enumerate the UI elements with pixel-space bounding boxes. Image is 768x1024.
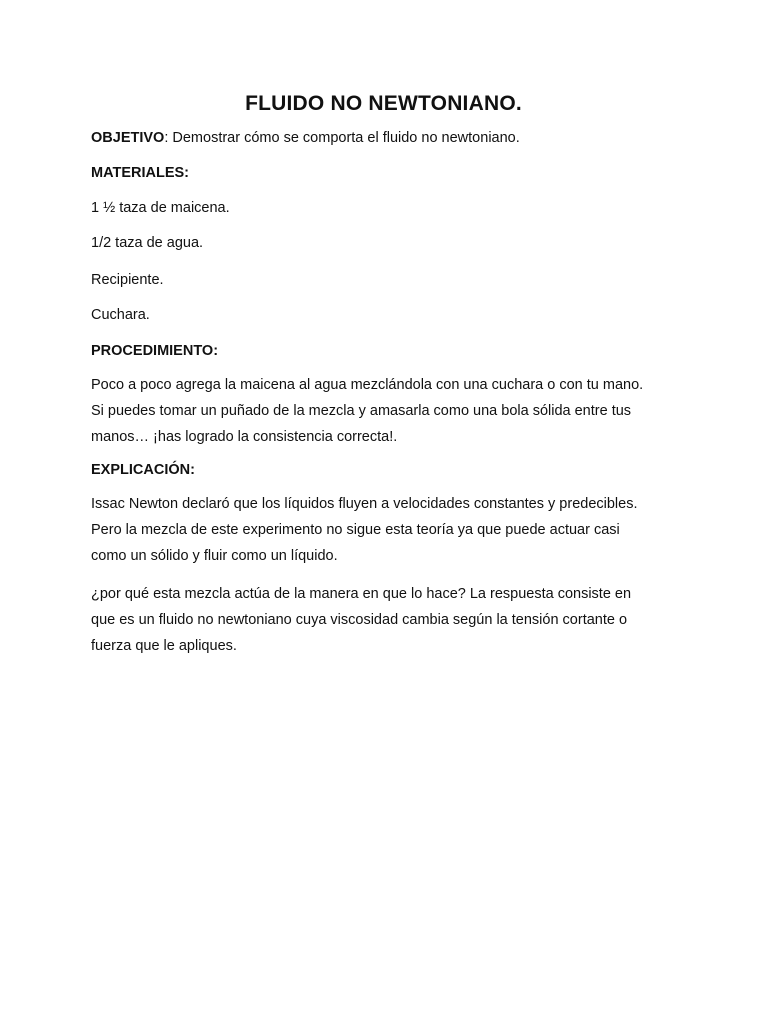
document-title: FLUIDO NO NEWTONIANO. [245, 92, 522, 115]
document-page [91, 92, 676, 669]
explanation-line: ¿por qué esta mezcla actúa de la manera en que lo hace? La respuesta consiste en [91, 586, 632, 602]
explanation-line: Pero la mezcla de este experimento no sigue esta teoría ya que puede actuar casi [91, 522, 620, 538]
explanation-heading: EXPLICACIÓN: [91, 462, 195, 478]
procedure-line: manos… ¡has logrado la consistencia correcta!. [91, 429, 398, 445]
objective-label: OBJETIVO [91, 130, 165, 146]
procedure-paragraph [91, 372, 676, 450]
procedure-line: Poco a poco agrega la maicena al agua mezclándola con una cuchara o con tu mano. [91, 377, 644, 393]
objective-text: : Demostrar cómo se comporta el fluido no newtoniano. [164, 130, 520, 146]
explanation-line: como un sólido y fluir como un líquido. [91, 548, 338, 564]
procedure-heading: PROCEDIMIENTO: [91, 343, 219, 359]
objective-line [91, 130, 676, 147]
explanation-line: que es un fluido no newtoniano cuya viscosidad cambia según la tensión cortante o [91, 612, 628, 628]
materials-item: 1 ½ taza de maicena. [91, 200, 230, 216]
explanation-line: Issac Newton declaró que los líquidos fluyen a velocidades constantes y predecibles. [91, 496, 638, 512]
procedure-line: Si puedes tomar un puñado de la mezcla y amasarla como una bola sólida entre tus [91, 403, 632, 419]
explanation-paragraph-1 [91, 491, 676, 569]
explanation-line: fuerza que le apliques. [91, 638, 237, 654]
materials-item: Cuchara. [91, 307, 150, 323]
materials-item: Recipiente. [91, 272, 164, 288]
materials-heading: MATERIALES: [91, 165, 190, 181]
materials-item: 1/2 taza de agua. [91, 235, 204, 251]
explanation-paragraph-2 [91, 581, 676, 659]
